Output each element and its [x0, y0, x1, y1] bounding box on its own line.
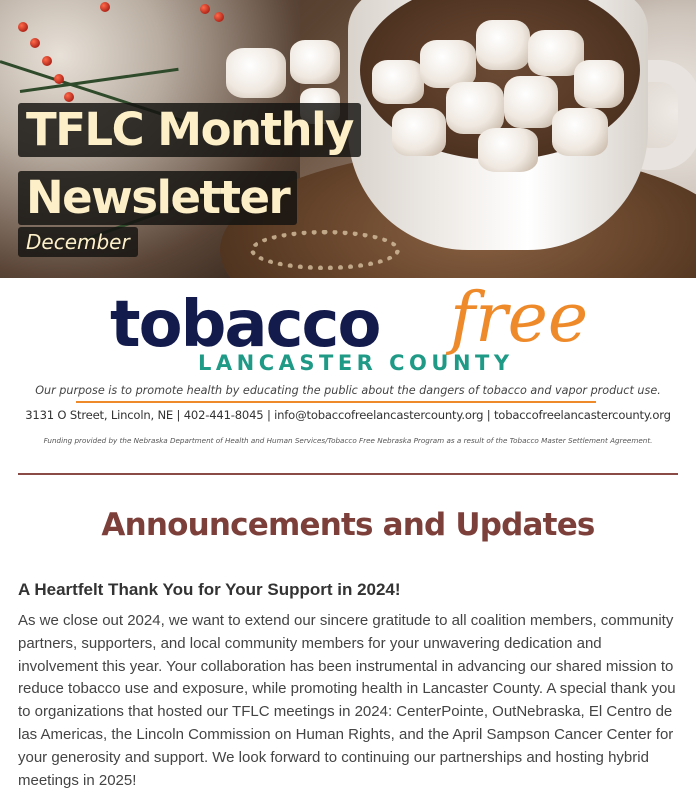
- marshmallow: [226, 48, 286, 98]
- article-body: As we close out 2024, we want to extend our sincere gratitude to all coalition members, community partners, supporters, and local community members for your unwavering dedication and involvement this year. Your collaboration has been instrumental in advancing our shared mission to reduce tobacco use and exposure, while promoting health in Lancaster County. A special thank you to organizations that hosted our TFLC meetings in 2024: CenterPointe, OutNebraska, El Centro de las Americas, the Lincoln Commission on Human Rights, and the April Sampson Cancer Center for your generosity and support. We look forward to continuing our partnerships and hosting hybrid meetings in 2025!: [18, 612, 676, 789]
- marshmallow: [290, 40, 340, 84]
- marshmallow: [372, 60, 424, 104]
- red-berry: [42, 56, 52, 66]
- marshmallow: [478, 128, 538, 172]
- red-berry: [100, 2, 110, 12]
- red-berry: [54, 74, 64, 84]
- red-berry: [64, 92, 74, 102]
- red-berry: [18, 22, 28, 32]
- logo-word-free: free: [450, 279, 589, 358]
- section-heading: Announcements and Updates: [101, 507, 595, 543]
- newsletter-title-line-1: TFLC Monthly: [18, 103, 361, 157]
- logo-county-name: LANCASTER COUNTY: [198, 351, 514, 375]
- red-berry: [200, 4, 210, 14]
- marshmallow: [446, 82, 504, 134]
- section-divider: [18, 473, 678, 475]
- hero-banner: [0, 0, 696, 278]
- contact-info[interactable]: 3131 O Street, Lincoln, NE | 402-441-8045 | info@tobaccofreelancastercounty.org | tobaccofreelancastercounty.org: [25, 408, 671, 422]
- marshmallow: [552, 108, 608, 156]
- marshmallow: [574, 60, 624, 108]
- organization-logo: [110, 279, 589, 362]
- red-berry: [214, 12, 224, 22]
- newsletter-title-line-2: Newsletter: [18, 171, 297, 225]
- marshmallow: [420, 40, 476, 88]
- red-berry: [30, 38, 40, 48]
- article-title: A Heartfelt Thank You for Your Support in 2024!: [18, 580, 401, 599]
- tobacco-free-logo-block: [0, 278, 696, 458]
- marshmallow: [392, 108, 446, 156]
- purpose-statement: Our purpose is to promote health by educating the public about the dangers of tobacco and vapor product use.: [35, 384, 661, 397]
- logo-word-tobacco: tobacco: [110, 288, 380, 362]
- newsletter-month: December: [18, 227, 138, 257]
- funding-notice: Funding provided by the Nebraska Department of Health and Human Services/Tobacco Free Nebraska Program as a result of the Tobacco Master Settlement Agreement.: [43, 436, 653, 445]
- marshmallow: [504, 76, 558, 128]
- hero-rope: [250, 230, 400, 270]
- marshmallow: [476, 20, 530, 70]
- purpose-underline: [76, 401, 596, 403]
